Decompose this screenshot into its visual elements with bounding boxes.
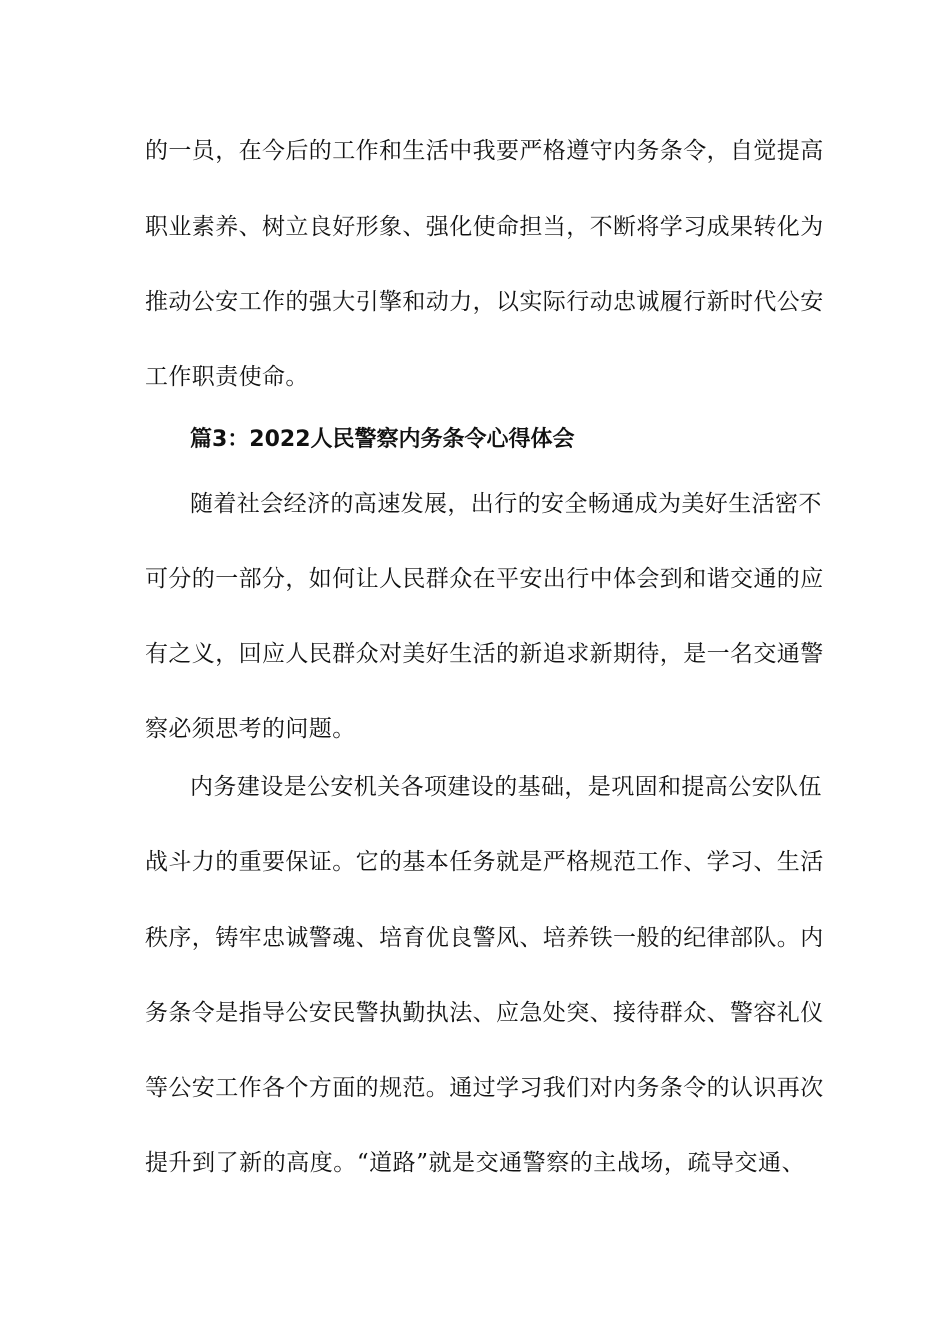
text-line: 战斗力的重要保证。它的基本任务就是严格规范工作、学习、生活 xyxy=(145,849,824,875)
text-line: 工作职责使命。 xyxy=(145,364,309,390)
text-line: 内务建设是公安机关各项建设的基础，是巩固和提高公安队伍 xyxy=(190,774,822,800)
text-line: 推动公安工作的强大引擎和动力，以实际行动忠诚履行新时代公安 xyxy=(145,289,824,315)
text-line: 随着社会经济的高速发展，出行的安全畅通成为美好生活密不 xyxy=(190,491,822,517)
text-line: 有之义，回应人民群众对美好生活的新追求新期待，是一名交通警 xyxy=(145,641,824,667)
text-line: 务条令是指导公安民警执勤执法、应急处突、接待群众、警容礼仪 xyxy=(145,1000,824,1026)
section-heading: 篇3：2022人民警察内务条令心得体会 xyxy=(190,427,575,452)
text-line: 可分的一部分，如何让人民群众在平安出行中体会到和谐交通的应 xyxy=(145,566,824,592)
text-line: 职业素养、树立良好形象、强化使命担当，不断将学习成果转化为 xyxy=(145,214,824,240)
text-line: 秩序，铸牢忠诚警魂、培育优良警风、培养铁一般的纪律部队。内 xyxy=(145,925,824,951)
text-line: 等公安工作各个方面的规范。通过学习我们对内务条令的认识再次 xyxy=(145,1075,824,1101)
text-line: 提升到了新的高度。“道路”就是交通警察的主战场，疏导交通、 xyxy=(145,1150,805,1176)
text-line: 察必须思考的问题。 xyxy=(145,716,356,742)
text-line: 的一员，在今后的工作和生活中我要严格遵守内务条令，自觉提高 xyxy=(145,138,824,164)
